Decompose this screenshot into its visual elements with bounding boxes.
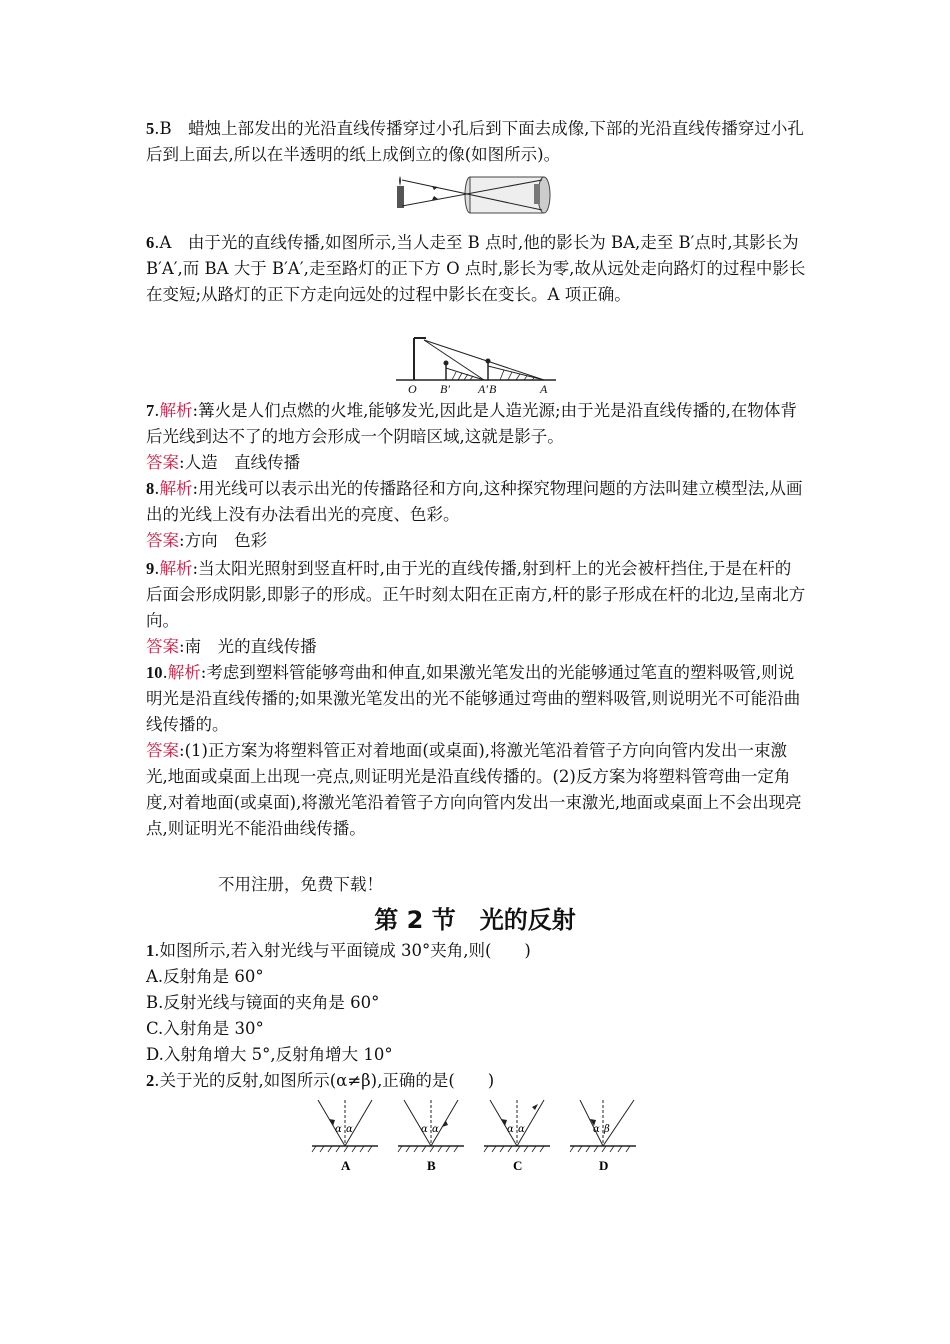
caption-a: A [341,1158,351,1173]
q9-jiexi: 当太阳光照射到竖直杆时,由于光的直线传播,射到杆上的光会被杆挡住,于是在杆的后面会形成阴影,即影子的形成。正午时刻太阳在正南方,杆的影子形成在杆的北边,呈南北方向。 [146,559,806,630]
p1-number: 1 [146,941,155,960]
p2-stem-line [146,1068,494,1094]
label-B: B [489,382,497,396]
q5-answer: .B [154,119,172,138]
p1-option-d: D.入射角增大 5°,反射角增大 10° [146,1045,393,1064]
q5-text: 蜡烛上部发出的光沿直线传播穿过小孔后到下面去成像,下部的光沿直线传播穿过小孔后到上面去,所以在半透明的纸上成倒立的像(如图所示)。 [146,119,804,164]
angle-a-left: α [335,1124,342,1135]
q10-jiexi-label: 解析 [167,663,201,682]
q8-number: 8 [146,479,155,498]
caption-c: C [513,1158,523,1173]
q8-jiexi-label: 解析 [159,479,193,498]
streetlight-shadow-figure [396,334,556,396]
label-B-prime: B′ [440,382,450,396]
q10-daan: (1)正方案为将塑料管正对着地面(或桌面),将激光笔沿着管子方向向管内发出一束激光,地面或桌面上出现一亮点,则证明光是沿直线传播的。(2)反方案为将塑料管弯曲一定角度,对着地面(或桌面),将激光笔沿着管子方向向管内发出一束激光,地面或桌面上不会出现亮点,则证明光不能沿曲线传播。 [146,741,802,838]
q7-daan: 人造 直线传播 [184,453,301,472]
q5-number: 5 [146,119,155,138]
p1-stem: .如图所示,若入射光线与平面镜成 30°夹角,则( ) [154,941,531,960]
q9-jiexi-label: 解析 [159,559,193,578]
q6-paragraph [146,230,806,308]
p2-stem: .关于光的反射,如图所示(α≠β),正确的是( ) [154,1071,495,1090]
p2-number: 2 [146,1071,155,1090]
q6-text: 由于光的直线传播,如图所示,当人走至 B 点时,他的影长为 BA,走至 B′点时,其影长为 B′A′,而 BA 大于 B′A′,走至路灯的正下方 O 点时,影长为零,故从远处走向路灯的过程中影长在变短;从路灯的正下方走向远处的过程中影长在变长。A 项正确。 [146,233,806,304]
reflection-diagram-c [484,1100,550,1173]
q10-jiexi: 考虑到塑料管能够弯曲和伸直,如果激光笔发出的光能够通过笔直的塑料吸管,则说明光是沿直线传播的;如果激光笔发出的光不能够通过弯曲的塑料吸管,则说明光不可能沿曲线传播的。 [146,663,801,734]
reflection-diagram-d [570,1100,636,1173]
caption-d: D [599,1158,609,1173]
q5-paragraph [146,116,806,168]
q7-jiexi-label: 解析 [159,401,193,420]
q7-number: 7 [146,401,155,420]
section-title: 第 2 节 光的反射 [374,906,576,934]
angle-a-right: α [346,1124,353,1135]
p1-option-a: A.反射角是 60° [146,967,264,986]
q6-answer: .A [154,233,172,252]
q7-daan-label: 答案 [146,453,179,472]
q9-daan: 南 光的直线传播 [184,637,317,656]
p1-option-b: B.反射光线与镜面的夹角是 60° [146,993,380,1012]
angle-b-left: α [421,1124,428,1135]
angle-d-right: β [604,1124,610,1135]
q9-paragraph: 9.解析:当太阳光照射到竖直杆时,由于光的直线传播,射到杆上的光会被杆挡住,于是在杆的后面会形成阴影,即影子的形成。正午时刻太阳在正南方,杆的影子形成在杆的北边,呈南北方向。 答案:南 光的直线传播 [146,559,806,656]
reflection-options-figure [308,1092,648,1178]
q10-number: 10 [146,663,163,682]
q10-daan-label: 答案 [146,741,179,760]
q8-jiexi: 用光线可以表示出光的传播路径和方向,这种探究物理问题的方法叫建立模型法,从画出的光线上没有办法看出光的亮度、色彩。 [146,479,803,524]
p1-stem-line [146,938,531,964]
label-A-prime: A′ [478,382,488,396]
q8-paragraph: 8.解析:用光线可以表示出光的传播路径和方向,这种探究物理问题的方法叫建立模型法,从画出的光线上没有办法看出光的亮度、色彩。 答案:方向 色彩 [146,479,803,550]
q8-daan: 方向 色彩 [184,531,268,550]
q7-jiexi: 篝火是人们点燃的火堆,能够发光,因此是人造光源;由于光是沿直线传播的,在物体背后光线到达不了的地方会形成一个阴暗区域,这就是影子。 [146,401,797,446]
label-O: O [408,382,417,396]
p1-option-c: C.入射角是 30° [146,1019,264,1038]
q10-paragraph: 10.解析:考虑到塑料管能够弯曲和伸直,如果激光笔发出的光能够通过笔直的塑料吸管,则说明光是沿直线传播的;如果激光笔发出的光不能够通过弯曲的塑料吸管,则说明光不可能沿曲线传播的。 答案:(1)正方案为将塑料管正对着地面(或桌面),将激光笔沿着管子方向向管内发出一束激光,地面或桌面上出现一亮点,则证明光是沿直线传播的。(2)反方案为将塑料管弯曲一定角度,对着地面(或桌面),将激光笔沿着管子方向向管内发出一束激光,地面或桌面上不会出现亮点,则证明光不能沿曲线传播。 [146,663,802,838]
angle-c-right: α [518,1124,525,1135]
q8-daan-label: 答案 [146,531,179,550]
angle-b-right: α [432,1124,439,1135]
q6-number: 6 [146,233,155,252]
angle-d-left: α [593,1124,600,1135]
download-notice: 不用注册，免费下载！ [218,875,383,894]
reflection-diagram-b [398,1100,464,1173]
reflection-diagram-a [312,1100,378,1173]
caption-b: B [427,1158,436,1173]
q9-number: 9 [146,559,155,578]
pinhole-camera-figure [392,168,562,222]
angle-c-left: α [507,1124,514,1135]
q9-daan-label: 答案 [146,637,179,656]
q7-paragraph: 7.解析:篝火是人们点燃的火堆,能够发光,因此是人造光源;由于光是沿直线传播的,在物体背后光线到达不了的地方会形成一个阴暗区域,这就是影子。 答案:人造 直线传播 [146,401,797,472]
label-A: A [540,382,548,396]
